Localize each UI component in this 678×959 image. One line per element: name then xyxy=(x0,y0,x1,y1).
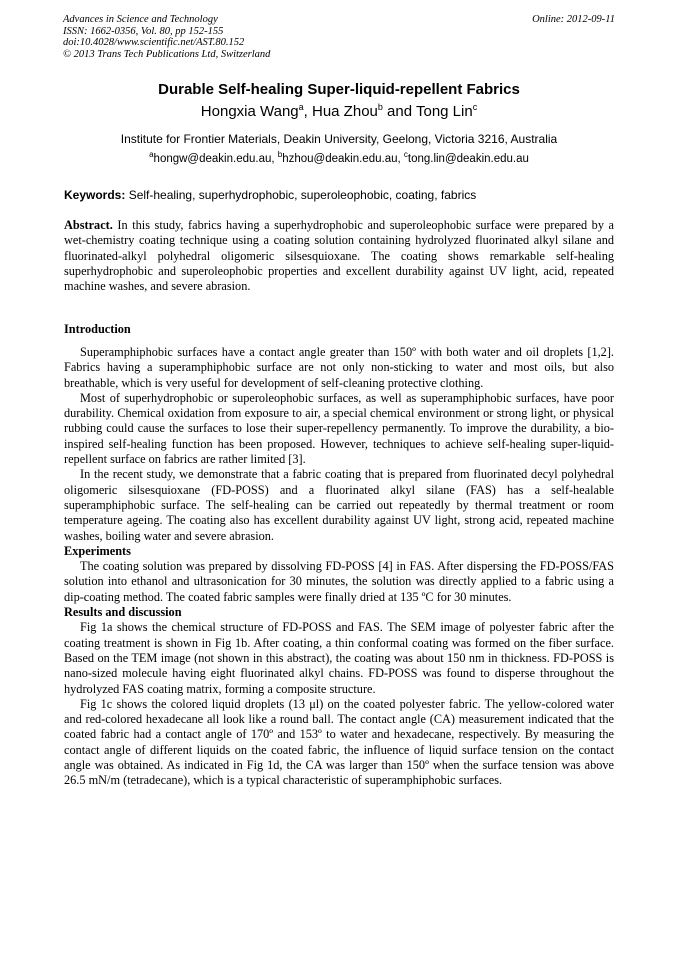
author-name: Hua Zhou xyxy=(312,103,378,120)
introduction-heading: Introduction xyxy=(64,322,131,336)
results-heading: Results and discussion xyxy=(64,605,182,620)
email-address[interactable]: hzhou@deakin.edu.au xyxy=(282,153,398,165)
email-separator: , xyxy=(271,153,278,165)
email-mark: a xyxy=(149,150,154,159)
email-mark: b xyxy=(277,150,283,159)
author-separator: , xyxy=(303,103,312,120)
paragraph: Most of superhydrophobic or superoleophobic surfaces, as well as superamphiphobic surfaces, have poor durability. Chemical oxidation from exposure to air, a special chemical environment or strong light, or physical rubbing could cause the surfaces to lose their super-repellency permanently. To improve the durability, a bio-inspired self-healing function has been proposed. However, techniques to achieve self-healing super-liquid-repellent surface on fabrics are rather limited [3]. xyxy=(64,390,614,467)
experiments-heading: Experiments xyxy=(64,543,131,558)
paragraph: In the recent study, we demonstrate that a fabric coating that is prepared from fluorinated decyl polyhedral oligomeric silsesquioxane (FD-POSS) and a fluorinated alkyl silane (FAS) has a self-healable superamphiphobic surface. The self-healing can be carried out repeatedly by thermal treatment or room temperature ageing. The coating also has excellent durability against UV light, strong acid, repeated machine washes, boiling water and severe abrasion. xyxy=(64,467,614,543)
email-address[interactable]: tong.lin@deakin.edu.au xyxy=(407,153,529,165)
paper-title: Durable Self-healing Super-liquid-repellent Fabrics xyxy=(158,81,520,98)
author-affil-mark: b xyxy=(377,102,383,112)
journal-info xyxy=(63,14,270,60)
author-name: Hongxia Wang xyxy=(200,103,299,120)
introduction-body xyxy=(64,345,614,789)
author-affil-mark: a xyxy=(298,102,304,112)
abstract-label: Abstract. xyxy=(64,218,113,232)
abstract xyxy=(64,218,614,294)
author-line xyxy=(0,103,678,120)
paragraph: The coating solution was prepared by dissolving FD-POSS [4] in FAS. After dispersing the FD-POSS/FAS solution into ethanol and ultrasonication for 30 minutes, the solution was directly applied to a fabric using a dip-coating method. The coated fabric samples were finally dried at 135 ºC for 30 minutes. xyxy=(64,559,614,604)
paragraph: Fig 1a shows the chemical structure of FD-POSS and FAS. The SEM image of polyester fabric after the coating treatment is shown in Fig 1b. After coating, a thin conformal coating was formed on the fiber surface. Based on the TEM image (not shown in this abstract), the coating was about 150 nm in thickness. FD-POSS is nano-sized molecule having eight fluorinated alkyl chains. FD-POSS was found to disperse throughout the hydrolyzed FAS coating matrix, forming a composite structure. xyxy=(64,620,614,696)
issn-line: ISSN: 1662-0356, Vol. 80, pp 152-155 xyxy=(63,25,224,37)
author-affil-mark: c xyxy=(472,102,478,112)
author-separator: and xyxy=(382,103,416,120)
abstract-text: In this study, fabrics having a superhydrophobic and superoleophobic surface were prepared by a wet-chemistry coating technique using a coating solution containing hydrolyzed fluorinated alkyl silane and fluorinated-alkyl polyhedral oligomeric silsesquioxane. The coating shows remarkable self-healing superhydrophobic and superoleophobic properties and excellent durability against UV light, acid, repeated machine washes, and severe abrasion. xyxy=(64,218,614,294)
keywords-text: Self-healing, superhydrophobic, superoleophobic, coating, fabrics xyxy=(125,188,477,202)
keywords xyxy=(64,188,616,202)
paragraph: Fig 1c shows the colored liquid droplets (13 μl) on the coated polyester fabric. The yellow-colored water and red-colored hexadecane all look like a round ball. The contact angle (CA) measurement indicated that the coated fabric had a contact angle of 170º and 153º to water and hexadecane, respectively. By measuring the contact angle of different liquids on the coated fabric, the influence of liquid surface tension on the contact angle was obtained. As indicated in Fig 1d, the CA was larger than 150º when the surface tension was above 26.5 mN/m (tetradecane), which is a typical characteristic of superamphiphobic surfaces. xyxy=(64,696,614,788)
doi-line: doi:10.4028/www.scientific.net/AST.80.152 xyxy=(63,37,245,48)
online-date: Online: 2012-09-11 xyxy=(532,14,615,25)
keywords-label: Keywords: xyxy=(64,188,126,202)
email-separator: , xyxy=(397,153,404,165)
affiliation: Institute for Frontier Materials, Deakin University, Geelong, Victoria 3216, Australia xyxy=(120,132,558,146)
paragraph: Superamphiphobic surfaces have a contact angle greater than 150º with both water and oil droplets [1,2]. Fabrics having a superamphiphobic surface are not only non-sticking to water and most oils, but also breathable, which is very useful for development of self-cleaning protective clothing. xyxy=(64,345,614,390)
copyright-line: © 2013 Trans Tech Publications Ltd, Switzerland xyxy=(63,48,271,60)
email-line xyxy=(0,150,678,165)
email-mark: c xyxy=(403,150,408,159)
author-name: Tong Lin xyxy=(415,103,473,120)
journal-name: Advances in Science and Technology xyxy=(63,14,218,25)
email-address[interactable]: hongw@deakin.edu.au xyxy=(153,153,272,165)
